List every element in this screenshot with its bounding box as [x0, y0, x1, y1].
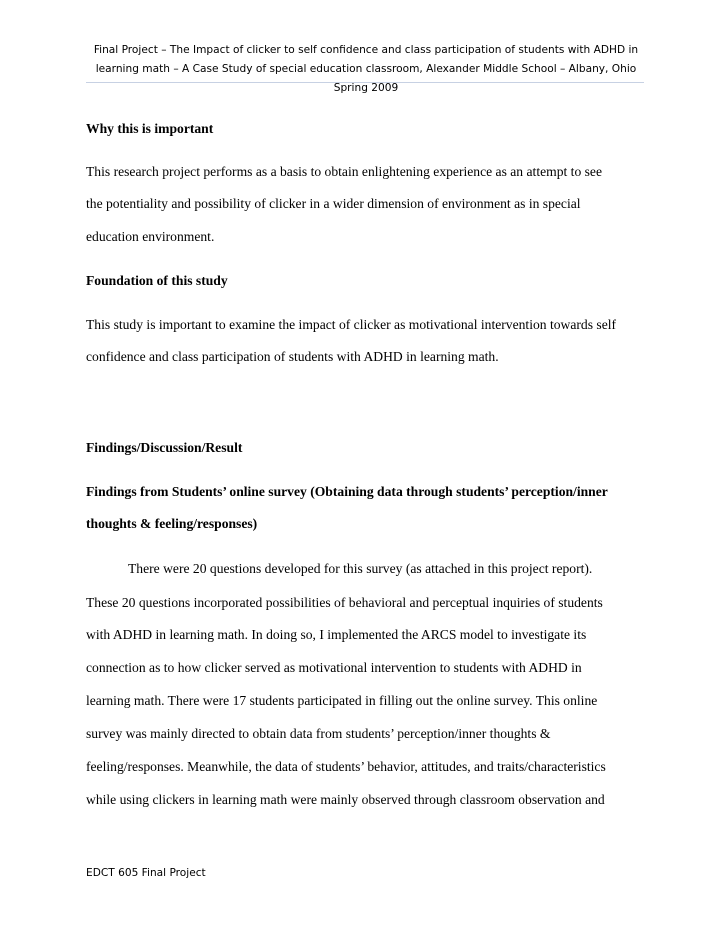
heading-foundation: Foundation of this study — [86, 273, 228, 288]
subheading-line: Findings from Students’ online survey (Obtaining data through students’ perception/inner — [86, 484, 608, 499]
paragraph-line: This study is important to examine the impact of clicker as motivational intervention towards self — [86, 317, 617, 332]
paragraph-line: learning math. There were 17 students participated in filling out the online survey. This online — [86, 693, 598, 708]
paragraph-line: This research project performs as a basis to obtain enlightening experience as an attempt to see — [86, 164, 602, 179]
paragraph-line: survey was mainly directed to obtain data from students’ perception/inner thoughts & — [86, 726, 551, 741]
heading-why-important: Why this is important — [86, 121, 214, 136]
paragraph-line: These 20 questions incorporated possibilities of behavioral and perceptual inquiries of students — [86, 595, 603, 610]
heading-findings: Findings/Discussion/Result — [86, 440, 243, 455]
paragraph-line: confidence and class participation of students with ADHD in learning math. — [86, 349, 499, 364]
header-line-1: Final Project – The Impact of clicker to self confidence and class participation of students with ADHD in — [93, 44, 639, 56]
paragraph-line: There were 20 questions developed for this survey (as attached in this project report). — [128, 561, 593, 576]
header-line-2: learning math – A Case Study of special education classroom, Alexander Middle School – Albany, Ohio — [95, 63, 637, 75]
paragraph-line: feeling/responses. Meanwhile, the data of students’ behavior, attitudes, and traits/characteristics — [86, 759, 606, 774]
paragraph-line: connection as to how clicker served as motivational intervention to students with ADHD in — [86, 660, 582, 675]
header-divider — [86, 82, 644, 83]
paragraph-line: while using clickers in learning math were mainly observed through classroom observation and — [86, 792, 605, 807]
paragraph-line: the potentiality and possibility of clicker in a wider dimension of environment as in special — [86, 196, 581, 211]
page-header — [86, 41, 646, 98]
header-line-3: Spring 2009 — [333, 82, 399, 94]
paragraph-line: education environment. — [86, 229, 215, 244]
page-footer: EDCT 605 Final Project — [86, 867, 206, 879]
paragraph-line: with ADHD in learning math. In doing so, I implemented the ARCS model to investigate its — [86, 627, 587, 642]
subheading-line: thoughts & feeling/responses) — [86, 516, 258, 531]
